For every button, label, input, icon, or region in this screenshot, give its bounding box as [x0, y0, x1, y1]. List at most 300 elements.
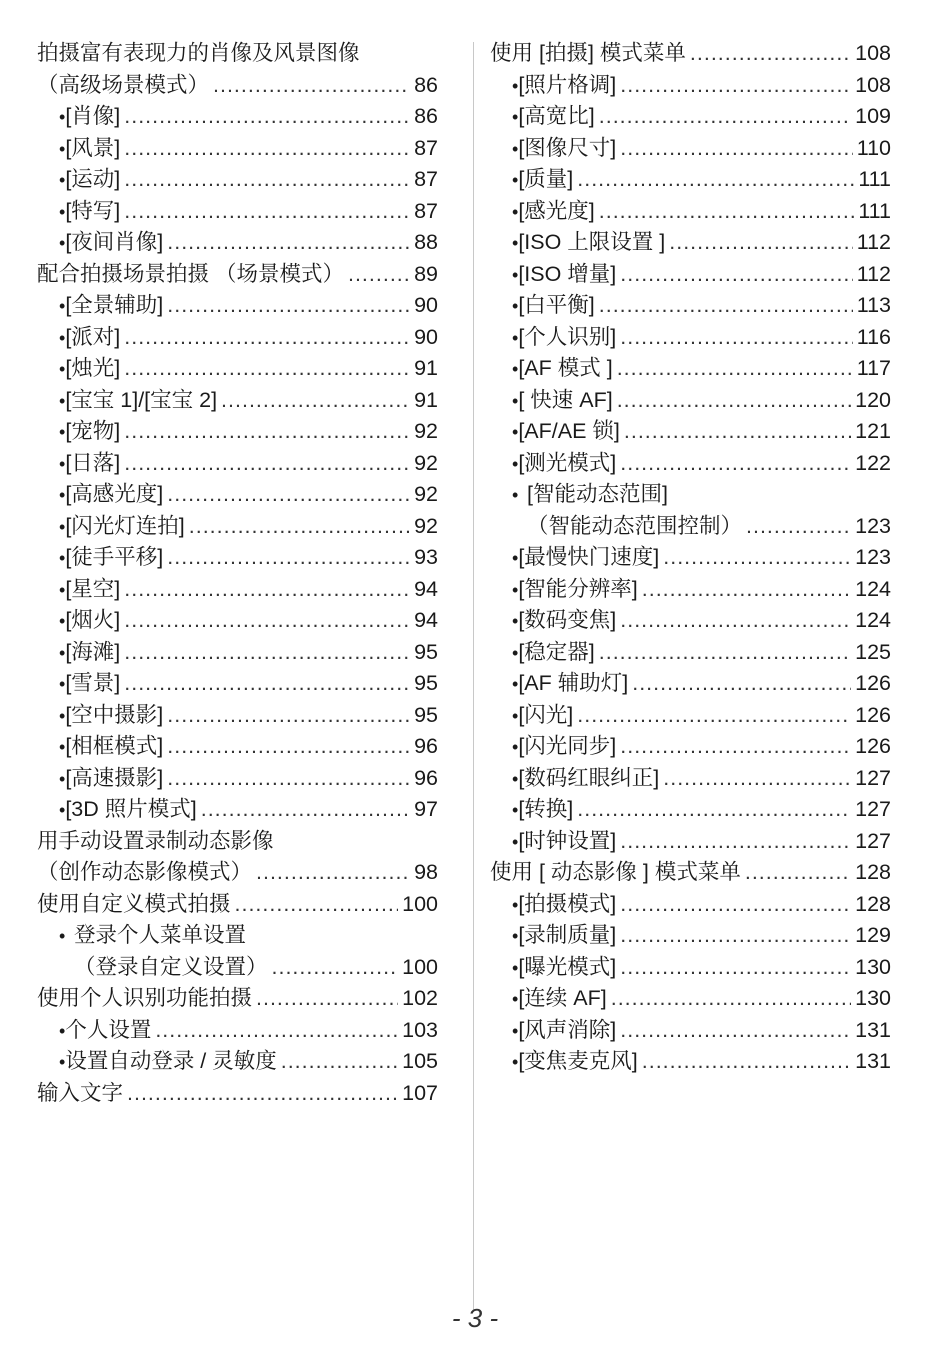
toc-entry-label: [徒手平移]	[65, 545, 164, 569]
toc-entry-label: [宝宝 1]/[宝宝 2]	[65, 387, 218, 412]
dot-leader	[620, 952, 851, 984]
toc-entry[interactable]	[490, 227, 891, 259]
toc-entry[interactable]	[490, 1046, 891, 1078]
toc-entry[interactable]	[490, 416, 891, 448]
toc-entry[interactable]	[490, 479, 891, 511]
bullet-icon: •	[512, 75, 519, 96]
dot-leader	[617, 385, 851, 417]
toc-entry-label: [高速摄影]	[65, 765, 164, 790]
page-number: - 3 -	[451, 1303, 499, 1333]
toc-entry-label: [烛光]	[65, 356, 121, 380]
toc-entry[interactable]	[37, 952, 438, 984]
toc-entry-page: 116	[856, 324, 891, 349]
dot-leader	[620, 731, 851, 763]
toc-entry-page: 92	[414, 482, 438, 506]
toc-entry-label: [3D 照片模式]	[65, 797, 197, 821]
toc-entry[interactable]	[490, 920, 891, 952]
bullet-icon: •	[512, 989, 519, 1009]
dot-leader	[669, 227, 852, 259]
toc-entry-label: [时钟设置]	[518, 828, 617, 853]
toc-entry-label: [风声消除]	[518, 1017, 617, 1042]
toc-entry[interactable]	[37, 259, 438, 291]
toc-column-right	[490, 38, 891, 1078]
dot-leader	[642, 1046, 851, 1078]
dot-leader	[620, 133, 852, 165]
toc-entry-label: [转换]	[518, 797, 574, 821]
bullet-icon: •	[59, 737, 66, 757]
toc-entry-page: 86	[414, 72, 438, 97]
dot-leader	[167, 227, 410, 259]
toc-entry-page: 107	[402, 1080, 438, 1105]
bullet-icon: •	[59, 674, 66, 694]
dot-leader	[663, 542, 851, 574]
toc-entry-label: [闪光]	[518, 702, 574, 727]
toc-entry-label: [派对]	[65, 324, 121, 349]
toc-entry-page: 130	[855, 986, 891, 1010]
bullet-icon: •	[512, 737, 519, 757]
dot-leader	[167, 731, 410, 763]
bullet-icon: •	[59, 422, 66, 442]
dot-leader	[155, 1015, 398, 1047]
toc-entry-label: 使用自定义模式拍摄	[37, 891, 231, 916]
dot-leader	[620, 448, 851, 480]
toc-entry[interactable]	[490, 983, 891, 1015]
column-divider	[473, 42, 474, 1312]
toc-entry-page: 87	[414, 135, 438, 160]
toc-entry-label: [星空]	[65, 576, 121, 601]
toc-entry[interactable]	[490, 637, 891, 669]
toc-entry-label: [曝光模式]	[518, 954, 617, 979]
dot-leader	[124, 164, 410, 196]
bullet-icon: •	[512, 359, 519, 379]
bullet-icon: •	[59, 138, 66, 159]
toc-entry-page: 110	[856, 135, 891, 160]
bullet-icon: •	[59, 201, 66, 222]
dot-leader	[167, 542, 410, 574]
toc-entry-page: 94	[414, 576, 438, 601]
bullet-icon: •	[59, 359, 66, 379]
bullet-icon: •	[59, 233, 66, 253]
toc-entry-label: 使用个人识别功能拍摄	[37, 986, 253, 1010]
toc-entry-label: [ISO 上限设置 ]	[518, 230, 666, 254]
toc-entry[interactable]	[37, 668, 438, 700]
dot-leader	[620, 826, 851, 858]
toc-entry-page: 92	[414, 450, 438, 475]
bullet-icon: •	[512, 233, 519, 253]
toc-entry-label: [白平衡]	[518, 293, 595, 317]
toc-entry-page: 97	[414, 797, 438, 821]
toc-entry[interactable]	[490, 164, 891, 196]
bullet-icon: •	[59, 170, 66, 190]
toc-entry[interactable]	[37, 794, 438, 826]
dot-leader	[201, 794, 410, 826]
bullet-icon: •	[512, 831, 519, 852]
toc-entry[interactable]	[490, 668, 891, 700]
toc-entry[interactable]	[37, 731, 438, 763]
bullet-icon: •	[512, 485, 519, 505]
toc-entry-page: 124	[855, 576, 891, 601]
bullet-icon: •	[512, 768, 519, 789]
bullet-icon: •	[512, 107, 519, 127]
bullet-icon: •	[512, 642, 519, 663]
toc-entry[interactable]	[37, 353, 438, 385]
dot-leader	[167, 290, 410, 322]
toc-entry-label: 用手动设置录制动态影像	[37, 828, 274, 853]
toc-entry[interactable]	[37, 637, 438, 669]
toc-entry-label: [雪景]	[65, 671, 121, 695]
dot-leader	[124, 416, 410, 448]
toc-entry[interactable]	[490, 1015, 891, 1047]
toc-entry[interactable]	[490, 952, 891, 984]
dot-leader	[124, 448, 410, 480]
dot-leader	[124, 133, 410, 165]
dot-leader	[620, 605, 851, 637]
toc-entry-page: 100	[402, 891, 438, 916]
dot-leader	[632, 668, 851, 700]
toc-entry[interactable]	[490, 70, 891, 102]
toc-entry-page: 111	[858, 198, 891, 223]
toc-entry-page: 102	[402, 986, 438, 1010]
toc-entry-page: 129	[855, 923, 891, 947]
bullet-icon: •	[59, 642, 66, 663]
dot-leader	[624, 416, 851, 448]
toc-entry-page: 112	[856, 261, 891, 286]
toc-entry-label: [烟火]	[65, 608, 121, 632]
dot-leader	[256, 857, 410, 889]
bullet-icon: •	[512, 170, 519, 190]
toc-entry-label: [海滩]	[65, 639, 121, 664]
toc-entry-label: [高感光度]	[65, 482, 164, 506]
toc-entry[interactable]	[490, 857, 891, 889]
toc-entry-page: 95	[414, 639, 438, 664]
dot-leader	[746, 511, 851, 543]
dot-leader	[599, 196, 855, 228]
dot-leader	[620, 889, 851, 921]
toc-entry-page: 124	[855, 608, 891, 632]
toc-entry-label: （高级场景模式）	[37, 72, 210, 97]
toc-entry-label: （智能动态范围控制）	[527, 513, 743, 538]
bullet-icon: •	[59, 768, 66, 789]
toc-entry-page: 127	[855, 828, 891, 853]
toc-entry[interactable]	[37, 983, 438, 1015]
toc-entry[interactable]	[490, 763, 891, 795]
toc-entry-label: 设置自动登录 / 灵敏度	[65, 1049, 277, 1073]
toc-entry[interactable]	[37, 889, 438, 921]
toc-entry[interactable]	[490, 889, 891, 921]
toc-entry-page: 103	[402, 1017, 438, 1042]
toc-entry[interactable]	[37, 448, 438, 480]
dot-leader	[124, 353, 410, 385]
dot-leader	[348, 259, 410, 291]
toc-entry-page: 95	[414, 671, 438, 695]
dot-leader	[620, 920, 851, 952]
bullet-icon: •	[512, 327, 519, 348]
dot-leader	[167, 763, 410, 795]
toc-entry[interactable]	[37, 763, 438, 795]
bullet-icon: •	[512, 138, 519, 159]
toc-entry[interactable]	[490, 826, 891, 858]
toc-entry-page: 121	[855, 419, 891, 443]
dot-leader	[620, 70, 851, 102]
toc-entry-label: [感光度]	[518, 198, 595, 223]
toc-entry-page: 100	[402, 954, 438, 979]
bullet-icon: •	[59, 705, 66, 726]
bullet-icon: •	[512, 264, 519, 285]
toc-entry[interactable]	[37, 1015, 438, 1047]
toc-entry-label: [稳定器]	[518, 639, 595, 664]
toc-entry-label: （创作动态影像模式）	[37, 860, 253, 884]
bullet-icon: •	[59, 296, 66, 316]
dot-leader	[642, 574, 851, 606]
toc-entry[interactable]	[37, 38, 438, 70]
toc-entry[interactable]	[490, 322, 891, 354]
toc-entry-page: 122	[855, 450, 891, 475]
toc-entry-page: 91	[414, 387, 438, 412]
toc-entry[interactable]	[490, 290, 891, 322]
bullet-icon: •	[512, 611, 519, 631]
bullet-icon: •	[59, 1020, 66, 1041]
toc-entry-label: 使用 [ 动态影像 ] 模式菜单	[490, 860, 741, 884]
toc-entry-label: [数码红眼纠正]	[518, 765, 660, 790]
toc-entry[interactable]	[37, 857, 438, 889]
toc-entry-page: 117	[856, 356, 891, 380]
toc-entry-label: [照片格调]	[518, 72, 617, 97]
toc-entry-page: 125	[855, 639, 891, 664]
toc-entry[interactable]	[37, 826, 438, 858]
bullet-icon: •	[512, 705, 519, 726]
toc-entry-page: 108	[855, 72, 891, 97]
dot-leader	[745, 857, 851, 889]
bullet-icon: •	[512, 894, 519, 915]
dot-leader	[577, 164, 854, 196]
bullet-icon: •	[512, 1052, 519, 1072]
dot-leader	[167, 700, 410, 732]
bullet-icon: •	[59, 390, 66, 411]
toc-entry-page: 90	[414, 324, 438, 349]
toc-entry-page: 126	[855, 671, 891, 695]
toc-entry-label: [高宽比]	[518, 104, 595, 128]
toc-entry-label: [智能分辨率]	[518, 576, 638, 601]
toc-entry-label: [相框模式]	[65, 734, 164, 758]
toc-entry-label: [运动]	[65, 167, 121, 191]
dot-leader	[124, 668, 410, 700]
toc-entry[interactable]	[37, 574, 438, 606]
toc-entry[interactable]	[37, 542, 438, 574]
toc-entry-label: 登录个人菜单设置	[74, 923, 247, 947]
toc-entry[interactable]	[37, 196, 438, 228]
toc-entry-label: [闪光灯连拍]	[65, 513, 185, 538]
dot-leader	[124, 574, 410, 606]
bullet-icon: •	[59, 485, 66, 505]
toc-entry-label: [肖像]	[65, 104, 121, 128]
bullet-icon: •	[512, 422, 519, 442]
dot-leader	[124, 196, 410, 228]
toc-entry[interactable]	[490, 731, 891, 763]
bullet-icon: •	[512, 957, 519, 978]
toc-entry-page: 131	[855, 1049, 891, 1073]
toc-entry[interactable]	[490, 353, 891, 385]
toc-entry-page: 131	[855, 1017, 891, 1042]
toc-entry[interactable]	[37, 385, 438, 417]
toc-entry-page: 90	[414, 293, 438, 317]
dot-leader	[599, 101, 851, 133]
toc-entry-label: [录制质量]	[518, 923, 617, 947]
toc-entry[interactable]	[37, 511, 438, 543]
toc-entry[interactable]	[490, 605, 891, 637]
toc-entry[interactable]	[490, 196, 891, 228]
toc-entry-label: [测光模式]	[518, 450, 617, 475]
bullet-icon: •	[59, 800, 66, 820]
toc-entry-label: [夜间肖像]	[65, 230, 164, 254]
toc-entry-label: [空中摄影]	[65, 702, 164, 727]
dot-leader	[663, 763, 851, 795]
bullet-icon: •	[512, 453, 519, 474]
dot-leader	[256, 983, 398, 1015]
bullet-icon: •	[59, 516, 66, 537]
bullet-icon: •	[59, 579, 66, 600]
dot-leader	[124, 101, 410, 133]
toc-entry-page: 112	[856, 230, 891, 254]
dot-leader	[690, 38, 851, 70]
toc-entry[interactable]	[37, 133, 438, 165]
toc-entry-page: 123	[855, 545, 891, 569]
toc-entry[interactable]	[490, 133, 891, 165]
bullet-icon: •	[512, 579, 519, 600]
toc-entry-page: 93	[414, 545, 438, 569]
toc-entry[interactable]	[37, 322, 438, 354]
dot-leader	[599, 290, 853, 322]
toc-entry[interactable]	[490, 574, 891, 606]
toc-entry-label: [个人识别]	[518, 324, 617, 349]
toc-entry-label: [ISO 增量]	[518, 261, 617, 286]
toc-entry[interactable]	[37, 700, 438, 732]
dot-leader	[235, 889, 399, 921]
toc-entry[interactable]	[490, 542, 891, 574]
toc-entry-page: 126	[855, 734, 891, 758]
dot-leader	[272, 952, 399, 984]
bullet-icon: •	[512, 926, 519, 946]
toc-entry[interactable]	[490, 38, 891, 70]
toc-entry-label: [AF 模式 ]	[518, 356, 613, 380]
bullet-icon: •	[59, 926, 66, 946]
dot-leader	[124, 322, 410, 354]
dot-leader	[281, 1046, 398, 1078]
toc-entry-page: 108	[855, 41, 891, 65]
toc-entry-label: [数码变焦]	[518, 608, 617, 632]
toc-entry-page: 127	[855, 765, 891, 790]
toc-entry[interactable]	[37, 416, 438, 448]
toc-entry[interactable]	[490, 511, 891, 543]
dot-leader	[167, 479, 410, 511]
bullet-icon: •	[59, 548, 66, 568]
toc-entry-page: 113	[856, 293, 891, 317]
toc-entry-page: 123	[855, 513, 891, 538]
toc-entry-label: [特写]	[65, 198, 121, 223]
toc-entry[interactable]	[37, 1046, 438, 1078]
bullet-icon: •	[59, 453, 66, 474]
bullet-icon: •	[512, 201, 519, 222]
bullet-icon: •	[59, 327, 66, 348]
toc-entry-label: [日落]	[65, 450, 121, 475]
toc-entry-page: 88	[414, 230, 438, 254]
bullet-icon: •	[512, 674, 519, 694]
toc-entry-label: [AF 辅助灯]	[518, 671, 629, 695]
toc-entry-page: 111	[858, 167, 891, 191]
toc-entry-page: 89	[414, 261, 438, 286]
toc-entry-page: 127	[855, 797, 891, 821]
toc-entry-label: [图像尺寸]	[518, 135, 617, 160]
toc-entry[interactable]	[37, 70, 438, 102]
toc-entry-label: 拍摄富有表现力的肖像及风景图像	[37, 41, 360, 65]
toc-entry[interactable]	[37, 1078, 438, 1110]
dot-leader	[577, 794, 851, 826]
toc-entry-label: 使用 [拍摄] 模式菜单	[490, 41, 686, 65]
dot-leader	[213, 70, 410, 102]
toc-entry-label: [全景辅助]	[65, 293, 164, 317]
toc-entry-page: 86	[414, 104, 438, 128]
bullet-icon: •	[512, 1020, 519, 1041]
toc-entry[interactable]	[37, 227, 438, 259]
toc-entry-label: [风景]	[65, 135, 121, 160]
toc-entry-label: [宠物]	[65, 419, 121, 443]
dot-leader	[620, 1015, 851, 1047]
dot-leader	[124, 605, 410, 637]
dot-leader	[599, 637, 851, 669]
toc-entry-page: 96	[414, 734, 438, 758]
toc-entry-page: 128	[855, 891, 891, 916]
toc-entry-page: 94	[414, 608, 438, 632]
toc-entry-page: 87	[414, 167, 438, 191]
toc-entry[interactable]	[490, 448, 891, 480]
toc-entry-page: 109	[855, 104, 891, 128]
toc-entry[interactable]	[490, 700, 891, 732]
toc-entry[interactable]	[37, 479, 438, 511]
toc-entry-label: [最慢快门速度]	[518, 545, 660, 569]
dot-leader	[577, 700, 851, 732]
dot-leader	[221, 385, 410, 417]
bullet-icon: •	[59, 1052, 66, 1072]
toc-entry-page: 120	[855, 387, 891, 412]
toc-entry[interactable]	[37, 920, 438, 952]
toc-entry[interactable]	[490, 385, 891, 417]
bullet-icon: •	[512, 296, 519, 316]
toc-entry[interactable]	[37, 605, 438, 637]
toc-entry-label: 个人设置	[65, 1017, 152, 1042]
toc-entry[interactable]	[490, 259, 891, 291]
dot-leader	[620, 322, 852, 354]
toc-entry-label: 输入文字	[37, 1080, 124, 1105]
toc-column-left	[37, 38, 438, 1109]
toc-entry[interactable]	[490, 794, 891, 826]
toc-entry-page: 92	[414, 513, 438, 538]
dot-leader	[617, 353, 853, 385]
toc-entry-label: [智能动态范围]	[527, 482, 668, 506]
toc-entry-page: 128	[855, 860, 891, 884]
toc-entry[interactable]	[37, 164, 438, 196]
toc-entry[interactable]	[37, 290, 438, 322]
dot-leader	[189, 511, 410, 543]
toc-entry-page: 87	[414, 198, 438, 223]
dot-leader	[124, 637, 410, 669]
toc-entry[interactable]	[490, 101, 891, 133]
bullet-icon: •	[512, 800, 519, 820]
toc-entry-label: [ 快速 AF]	[518, 387, 613, 412]
toc-entry-page: 130	[855, 954, 891, 979]
bullet-icon: •	[59, 611, 66, 631]
bullet-icon: •	[59, 107, 66, 127]
toc-entry[interactable]	[37, 101, 438, 133]
toc-entry-label: [拍摄模式]	[518, 891, 617, 916]
